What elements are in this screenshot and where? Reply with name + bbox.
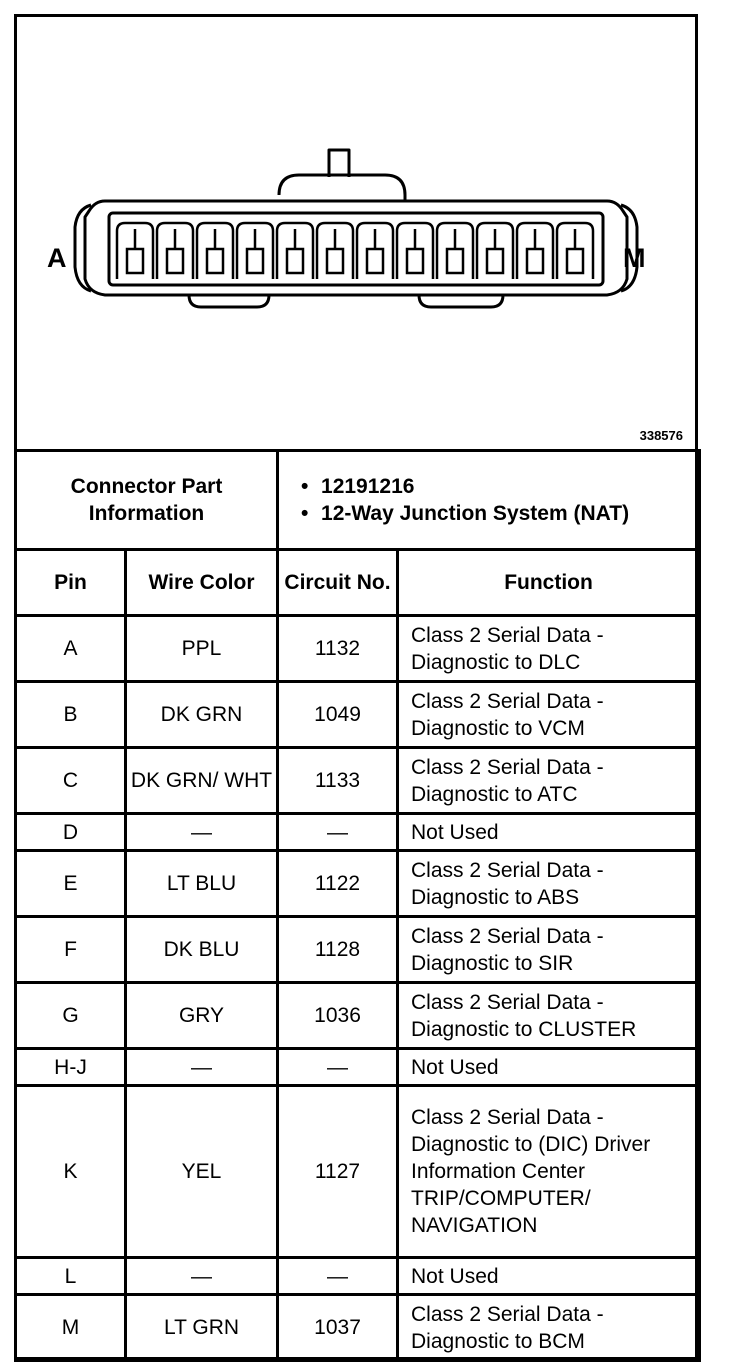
wire-color-cell: — (126, 1049, 278, 1086)
circuit-cell: 1037 (278, 1295, 398, 1361)
circuit-cell: 1132 (278, 616, 398, 682)
function-cell: Class 2 Serial Data - Diagnostic to ATC (398, 748, 700, 814)
pin-cell: G (16, 983, 126, 1049)
wire-color-cell: — (126, 814, 278, 851)
function-cell: Class 2 Serial Data - Diagnostic to ABS (398, 851, 700, 917)
table-row (16, 814, 700, 851)
table-row (16, 983, 700, 1049)
pin-m-label: M (623, 243, 646, 273)
function-cell: Class 2 Serial Data - Diagnostic to CLUSTER (398, 983, 700, 1049)
table-row (16, 1049, 700, 1086)
pin-cell: D (16, 814, 126, 851)
circuit-cell: — (278, 1258, 398, 1295)
circuit-cell: 1128 (278, 917, 398, 983)
part-info-label: Connector Part Information (16, 451, 278, 550)
part-info-row (16, 451, 700, 550)
terminal-slot (167, 249, 183, 273)
wire-color-header: Wire Color (126, 550, 278, 616)
circuit-cell: 1049 (278, 682, 398, 748)
wire-color-cell: — (126, 1258, 278, 1295)
table-row (16, 1258, 700, 1295)
pin-a-label: A (47, 243, 67, 273)
terminal-slot (487, 249, 503, 273)
function-cell: Class 2 Serial Data - Diagnostic to SIR (398, 917, 700, 983)
connector-sheet (14, 14, 698, 1360)
terminal-slot (287, 249, 303, 273)
pin-cell: A (16, 616, 126, 682)
circuit-cell: 1122 (278, 851, 398, 917)
terminal-slot (247, 249, 263, 273)
terminal-slot (527, 249, 543, 273)
table-row (16, 917, 700, 983)
part-info-item: • 12191216 (301, 475, 415, 498)
pin-cell: C (16, 748, 126, 814)
wire-color-cell: LT GRN (126, 1295, 278, 1361)
circuit-cell: 1036 (278, 983, 398, 1049)
header-row (16, 550, 700, 616)
part-info-item: • 12-Way Junction System (NAT) (301, 502, 630, 525)
function-cell: Class 2 Serial Data - Diagnostic to BCM (398, 1295, 700, 1361)
part-info-list (278, 451, 700, 550)
terminal-slot (207, 249, 223, 273)
connector-face-drawing (17, 17, 695, 449)
terminal-slot (127, 249, 143, 273)
pin-cell: K (16, 1086, 126, 1258)
circuit-header: Circuit No. (278, 550, 398, 616)
connector-diagram (17, 17, 695, 452)
circuit-cell: 1133 (278, 748, 398, 814)
wire-color-cell: DK BLU (126, 917, 278, 983)
wire-color-cell: DK GRN/ WHT (126, 748, 278, 814)
function-cell: Class 2 Serial Data - Diagnostic to DLC (398, 616, 700, 682)
terminal-slot (327, 249, 343, 273)
table-row (16, 851, 700, 917)
function-cell: Class 2 Serial Data - Diagnostic to VCM (398, 682, 700, 748)
function-cell: Not Used (398, 1049, 700, 1086)
terminal-slot (567, 249, 583, 273)
pin-cell: M (16, 1295, 126, 1361)
circuit-cell: — (278, 814, 398, 851)
wire-color-cell: GRY (126, 983, 278, 1049)
table-row (16, 616, 700, 682)
terminal-slot (447, 249, 463, 273)
pin-cell: B (16, 682, 126, 748)
wire-color-cell: LT BLU (126, 851, 278, 917)
table-row (16, 1295, 700, 1361)
wire-color-cell: PPL (126, 616, 278, 682)
pin-cell: E (16, 851, 126, 917)
pin-cell: L (16, 1258, 126, 1295)
terminal-slot (367, 249, 383, 273)
table-row (16, 748, 700, 814)
function-header: Function (398, 550, 700, 616)
function-cell: Not Used (398, 1258, 700, 1295)
wire-color-cell: DK GRN (126, 682, 278, 748)
circuit-cell: — (278, 1049, 398, 1086)
pin-cell: F (16, 917, 126, 983)
table-row (16, 1086, 700, 1258)
wire-color-cell: YEL (126, 1086, 278, 1258)
figure-number: 338576 (639, 428, 683, 443)
pin-header: Pin (16, 550, 126, 616)
function-cell: Not Used (398, 814, 700, 851)
pin-cell: H-J (16, 1049, 126, 1086)
circuit-cell: 1127 (278, 1086, 398, 1258)
function-cell: Class 2 Serial Data - Diagnostic to (DIC) Driver Information Center TRIP/COMPUTER/ NAVIGATION (398, 1086, 700, 1258)
table-row (16, 682, 700, 748)
connector-pinout-table (14, 449, 701, 1362)
terminal-slot (407, 249, 423, 273)
